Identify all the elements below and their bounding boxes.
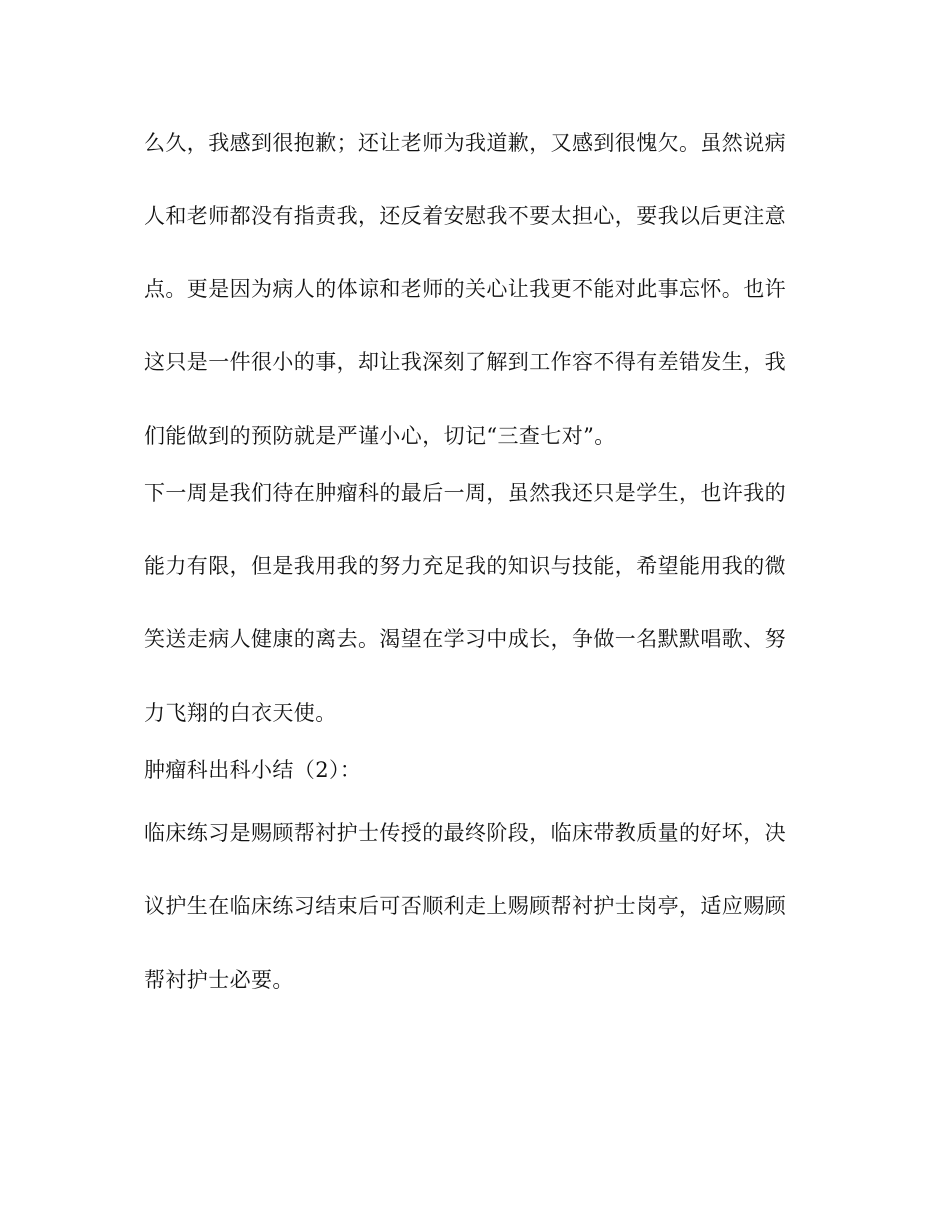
paragraph-1-line-3: 点。更是因为病人的体谅和老师的关心让我更不能对此事忘怀。也许 bbox=[144, 277, 786, 301]
paragraph-2-line-1: 下一周是我们待在肿瘤科的最后一周，虽然我还只是学生，也许我的 bbox=[144, 481, 786, 505]
paragraph-3-line-2: 议护生在临床练习结束后可否顺利走上赐顾帮衬护士岗亭，适应赐顾 bbox=[144, 894, 786, 918]
paragraph-1-line-4: 这只是一件很小的事，却让我深刻了解到工作容不得有差错发生，我 bbox=[144, 350, 786, 374]
paragraph-3-line-3: 帮衬护士必要。 bbox=[144, 968, 294, 992]
paragraph-2-line-4: 力飞翔的白衣天使。 bbox=[144, 701, 337, 725]
paragraph-1-line-1: 么久，我感到很抱歉；还让老师为我道歉，又感到很愧欠。虽然说病 bbox=[144, 131, 786, 155]
paragraph-1-line-2: 人和老师都没有指责我，还反着安慰我不要太担心，要我以后更注意 bbox=[144, 204, 786, 228]
paragraph-1-line-5: 们能做到的预防就是严谨小心，切记“三查七对”。 bbox=[144, 424, 616, 448]
paragraph-3-line-1: 临床练习是赐顾帮衬护士传授的最终阶段，临床带教质量的好坏，决 bbox=[144, 821, 786, 845]
paragraph-2-line-2: 能力有限，但是我用我的努力充足我的知识与技能，希望能用我的微 bbox=[144, 554, 786, 578]
paragraph-2-line-3: 笑送走病人健康的离去。渴望在学习中成长，争做一名默默唱歌、努 bbox=[144, 627, 786, 651]
section-heading: 肿瘤科出科小结（2）： bbox=[144, 758, 362, 782]
